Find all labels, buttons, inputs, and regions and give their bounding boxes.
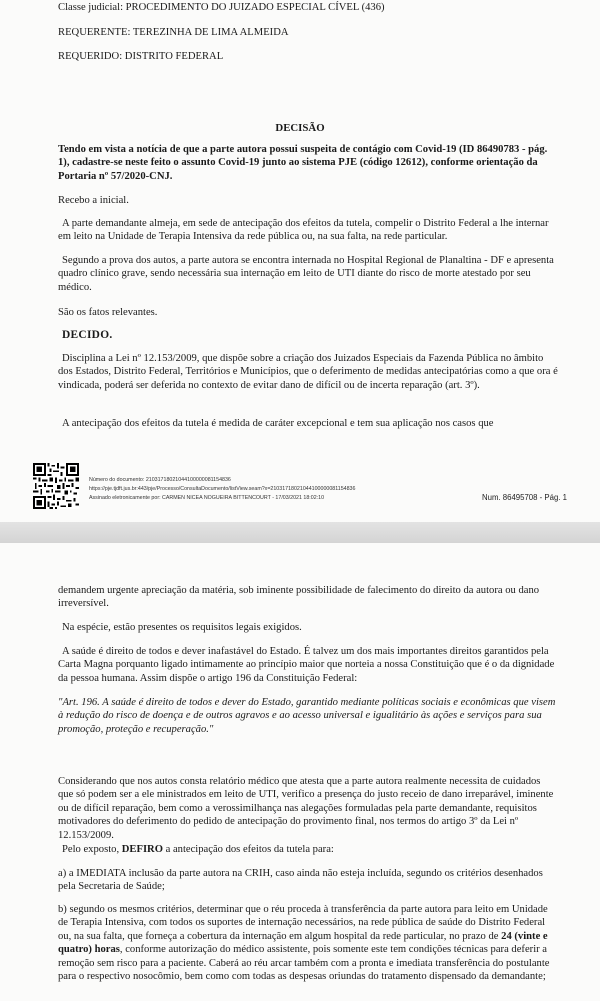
defiro-post: a antecipação dos efeitos da tutela para: — [162, 844, 334, 855]
paragraph-law-text: Disciplina a Lei nº 12.153/2009, que dispõe sobre a criação dos Juizados Especiais da Fazenda Pública no âmbito dos Estados, Distrito Federal, Territórios e Municípios, que o deferimento de medidas antecipatórias como a que ora é vindicada, poderá ser deferida no contexto de evitar dano de difícil ou de incerta reparação (art. 3º). — [58, 353, 558, 391]
item-b-deadline: 24 (vinte e quatro) horas — [58, 930, 548, 956]
document-number: Número do documento: 21031718021044100000081154836 — [89, 477, 231, 483]
paragraph-facts: São os fatos relevantes. — [58, 307, 158, 318]
requerido: REQUERIDO: DISTRITO FEDERAL — [58, 51, 224, 62]
page-number: Num. 86495708 - Pág. 1 — [482, 493, 567, 502]
decido-heading: DECIDO. — [62, 329, 113, 341]
paragraph-demand — [58, 217, 558, 244]
page-separator — [0, 522, 600, 543]
paragraph-health-right-text: A saúde é direito de todos e dever inafastável do Estado. É talvez um dos mais importantes direitos garantidos pela Carta Magna porquanto ligado intimamente ao princípio maior que norteia a nossa Constituição que é o da dignidade da pessoa humana. Assim dispõe o artigo 196 da Constituição Federal: — [58, 646, 555, 684]
defiro-keyword: DEFIRO — [121, 844, 163, 855]
paragraph-antecipation-text: A antecipação dos efeitos da tutela é medida de caráter excepcional e tem sua aplicação nos casos que — [62, 418, 494, 429]
item-b-pre: b) segundo os mesmos critérios, determinar que o réu proceda à transferência da parte autora para leito em Unidade de Terapia Intensiva, com todos os suportes de internação necessários, na rede pública de saúde do Distrito Federal ou, na sua falta, que forneça a cobertura da internação em algum hospital da rede particular, no prazo de — [58, 904, 548, 942]
classe-judicial: Classe judicial: PROCEDIMENTO DO JUIZADO ESPECIAL CÍVEL (436) — [58, 2, 385, 13]
paragraph-continuation: demandem urgente apreciação da matéria, sob iminente possibilidade de falecimento do direito da autora ou dano irreversível. — [58, 585, 540, 610]
paragraph-requirements — [58, 621, 558, 634]
document-page-2 — [0, 543, 600, 1001]
paragraph-demand-text: A parte demandante almeja, em sede de antecipação dos efeitos da tutela, compelir o Distrito Federal a lhe internar em leito na Unidade de Terapia Intensiva da rede pública ou, na sua falta, na rede particular. — [58, 218, 549, 243]
electronic-signature: Assinado eletronicamente por: CARMEN NICEA NOGUEIRA BITTENCOURT - 17/03/2021 18:02:10 — [89, 495, 325, 501]
qr-code-icon — [33, 463, 79, 509]
item-b-post: , conforme autorização do médico assistente, pois somente este tem condições técnicas para deferir a remoção sem risco para a paciente. Caberá ao réu arcar também com a pronta e imediata transferência do postulante para o respectivo nosocômio, bem como com todas as despesas oriundas do tratamento dispensado da demandante; — [58, 944, 550, 983]
paragraph-defiro — [58, 843, 558, 856]
paragraph-recebo: Recebo a inicial. — [58, 195, 129, 206]
document-url-link[interactable]: https://pje.tjdft.jus.br:443/pje/Processo/ConsultaDocumento/listView.seam?x=21031718021044100000081154836 — [89, 486, 356, 492]
item-b — [58, 903, 558, 983]
paragraph-considering: Considerando que nos autos consta relatório médico que atesta que a parte autora realmente necessita de cuidados que só podem ser a ele ministrados em leito de UTI, verifico a presença do justo receio de dano irreparável, iminente ou de difícil reparação, bem como a verossimilhança nas alegações formuladas pela parte demandante, requisitos motivadores do deferimento do pedido de antecipação do provimento final, nos termos do artigo 3º da Lei nº 12.153/2009. — [58, 776, 554, 841]
paragraph-requirements-text: Na espécie, estão presentes os requisitos legais exigidos. — [62, 622, 302, 633]
paragraph-health-right — [58, 645, 558, 685]
constitution-quote: "Art. 196. A saúde é direito de todos e dever do Estado, garantido mediante políticas sociais e econômicas que visem à redução do risco de doença e de outros agravos e ao acesso universal e igualitário às ações e serviços para sua promoção, proteção e recuperação." — [58, 697, 556, 735]
decision-title: DECISÃO — [275, 122, 325, 134]
item-a: a) a IMEDIATA inclusão da parte autora na CRIH, caso ainda não esteja incluída, segundo os critérios desenhados pela Secretaria de Saúde; — [58, 868, 543, 893]
paragraph-antecipation — [58, 417, 558, 430]
requerente: REQUERENTE: TEREZINHA DE LIMA ALMEIDA — [58, 27, 289, 38]
paragraph-law — [58, 352, 558, 392]
paragraph-evidence — [58, 254, 558, 294]
covid-notice: Tendo em vista a notícia de que a parte autora possui suspeita de contágio com Covid-19 (ID 86490783 - pág. 1), cadastre-se neste feito o assunto Covid-19 junto ao sistema PJE (código 12612), conforme orientação da Portaria nº 57/2020-CNJ. — [58, 144, 548, 182]
paragraph-evidence-text: Segundo a prova dos autos, a parte autora se encontra internada no Hospital Regional de Planaltina - DF e apresenta quadro clínico grave, sendo necessária sua internação em leito de UTI diante do risco de morte atestado por seu médico. — [58, 255, 554, 293]
defiro-pre: Pelo exposto, — [62, 844, 122, 855]
